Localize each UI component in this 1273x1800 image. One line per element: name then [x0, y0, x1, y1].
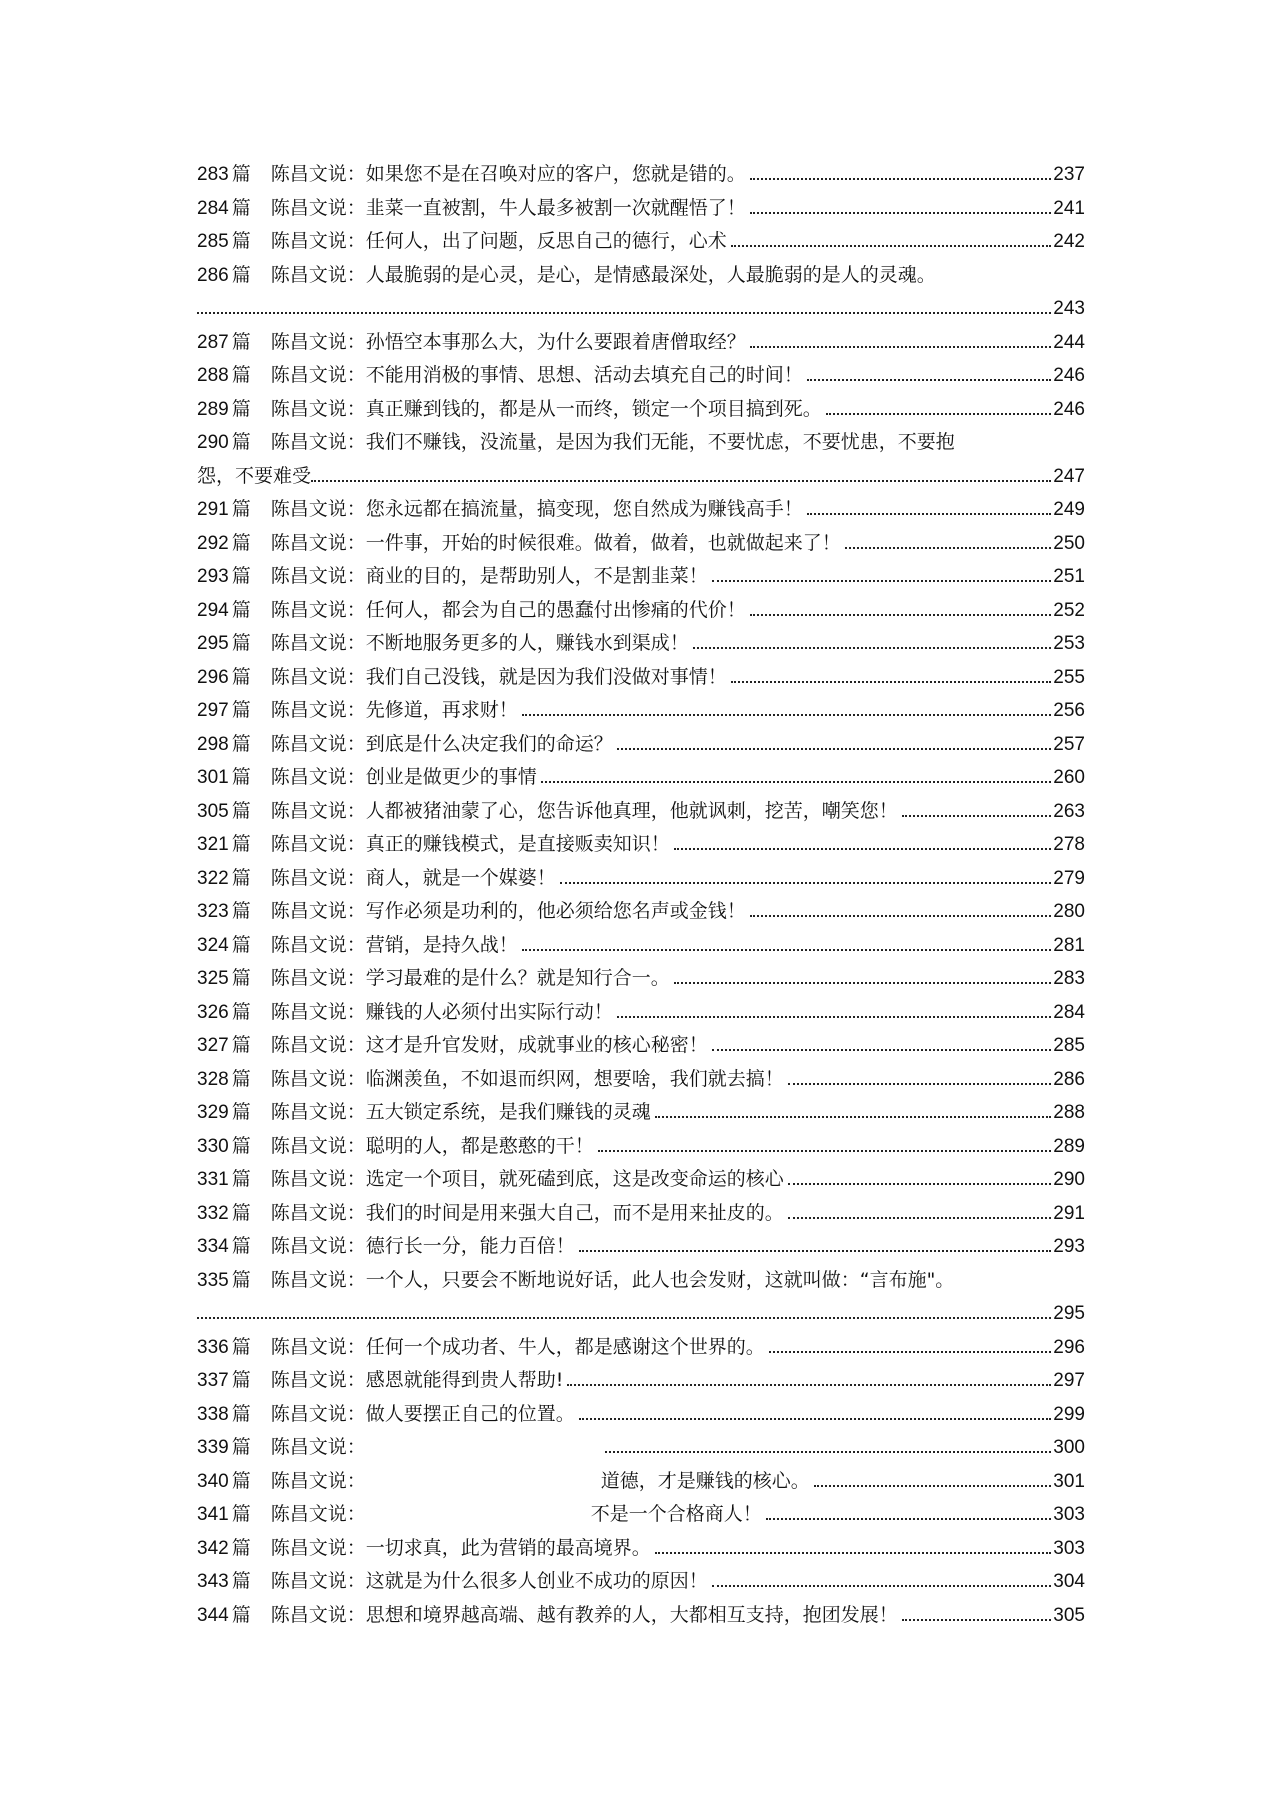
- toc-entry-continuation: [197, 292, 1085, 326]
- entry-title: 陈昌文说：这就是为什么很多人创业不成功的原因！: [270, 1570, 708, 1592]
- toc-entry[interactable]: [197, 962, 1085, 996]
- toc-entry-row: [197, 929, 1085, 963]
- entry-title: 陈昌文说：任何人，出了问题，反思自己的德行，心术: [270, 230, 727, 252]
- continuation-row: [197, 1297, 1085, 1331]
- toc-entry[interactable]: [197, 1431, 1085, 1465]
- entry-pian: 篇: [231, 900, 251, 922]
- toc-entry-row: [197, 493, 1085, 527]
- entry-pian: 篇: [231, 397, 251, 420]
- entry-title: 陈昌文说：写作必须是功利的，他必须给您名声或金钱！: [270, 900, 746, 922]
- dot-leader: [766, 1518, 1052, 1520]
- toc-entry[interactable]: [197, 359, 1085, 393]
- entry-pian: 篇: [231, 799, 251, 822]
- page-number: 283: [1053, 968, 1085, 989]
- entry-pian: 篇: [231, 598, 251, 621]
- entry-number: 344: [197, 1604, 229, 1626]
- dot-leader: [617, 748, 1052, 750]
- entry-number: 296: [197, 666, 229, 688]
- toc-entry-row: [197, 996, 1085, 1030]
- entry-pian: 篇: [231, 1201, 251, 1224]
- entry-pian: 篇: [231, 1436, 251, 1458]
- page-number: 300: [1053, 1437, 1085, 1458]
- toc-entry-row: [197, 1096, 1085, 1130]
- page-number: 252: [1053, 599, 1085, 621]
- dot-leader: [807, 513, 1052, 515]
- entry-title: 陈昌文说：创业是做更少的事情: [270, 766, 537, 788]
- page-number: 253: [1053, 633, 1085, 654]
- entry-number: 284: [197, 197, 229, 219]
- dot-leader: [769, 1351, 1052, 1353]
- dot-leader: [655, 1552, 1052, 1554]
- entry-pian: 篇: [231, 1000, 251, 1023]
- toc-entry[interactable]: [197, 728, 1085, 762]
- toc-entry-row: [197, 1599, 1085, 1633]
- entry-number: 305: [197, 800, 229, 822]
- toc-entry[interactable]: [197, 761, 1085, 795]
- entry-title: 陈昌文说：: [270, 1436, 366, 1458]
- entry-title-continuation: 怨，不要难受: [197, 464, 312, 487]
- entry-number: 297: [197, 700, 229, 721]
- entry-pian: 篇: [231, 933, 251, 956]
- page-number: 284: [1053, 1001, 1085, 1023]
- toc-entry-row: [197, 728, 1085, 762]
- toc-entry[interactable]: [197, 1465, 1085, 1499]
- toc-entry[interactable]: [197, 259, 1085, 293]
- entry-pian: 篇: [231, 1503, 251, 1525]
- toc-entry[interactable]: [197, 225, 1085, 259]
- entry-number: 326: [197, 1001, 229, 1023]
- toc-entry-row: [197, 1465, 1085, 1499]
- toc-entry[interactable]: [197, 426, 1085, 460]
- entry-number: 289: [197, 398, 229, 420]
- entry-pian: 篇: [231, 665, 251, 688]
- entry-title: 陈昌文说：韭菜一直被割，牛人最多被割一次就醒悟了！: [270, 196, 746, 219]
- dot-leader: [197, 312, 1051, 314]
- page-number: 303: [1053, 1504, 1085, 1525]
- page-number: 295: [1053, 1303, 1085, 1324]
- toc-entry[interactable]: [197, 1532, 1085, 1566]
- toc-entry-row: [197, 1364, 1085, 1398]
- dot-leader: [807, 379, 1052, 381]
- entry-title: 陈昌文说：真正的赚钱模式，是直接贩卖知识！: [270, 833, 670, 855]
- entry-pian: 篇: [231, 1101, 251, 1123]
- entry-number: 331: [197, 1169, 229, 1190]
- entry-title: 陈昌文说：思想和境界越高端、越有教养的人，大都相互支持，抱团发展！: [270, 1603, 898, 1626]
- toc-entry[interactable]: [197, 1230, 1085, 1264]
- toc-entry[interactable]: [197, 560, 1085, 594]
- dot-leader: [902, 815, 1052, 817]
- toc-entry[interactable]: [197, 895, 1085, 929]
- dot-leader: [826, 413, 1052, 415]
- entry-number: 325: [197, 968, 229, 989]
- toc-entry-continuation: [197, 1297, 1085, 1331]
- toc-entry-row: [197, 259, 1085, 293]
- entry-number: 292: [197, 532, 229, 554]
- page-number: 244: [1053, 331, 1085, 353]
- toc-entry-row: [197, 426, 1085, 460]
- entry-number: 294: [197, 599, 229, 621]
- toc-entry-row: [197, 1431, 1085, 1465]
- entry-pian: 篇: [231, 967, 251, 989]
- entry-number: 340: [197, 1470, 229, 1492]
- entry-number: 338: [197, 1403, 229, 1425]
- page-number: 247: [1053, 465, 1085, 487]
- toc-entry[interactable]: [197, 594, 1085, 628]
- page-number: 299: [1053, 1403, 1085, 1425]
- page-number: 241: [1053, 197, 1085, 219]
- entry-number: 342: [197, 1537, 229, 1559]
- toc-entry-row: [197, 1331, 1085, 1365]
- toc-entry-row: [197, 527, 1085, 561]
- page-number: 237: [1053, 164, 1085, 185]
- entry-pian: 篇: [231, 364, 251, 386]
- page-number: 279: [1053, 867, 1085, 889]
- toc-entry-row: [197, 192, 1085, 226]
- entry-pian: 篇: [231, 1536, 251, 1559]
- page-number: 256: [1053, 700, 1085, 721]
- toc-entry-row: [197, 158, 1085, 192]
- toc-entry[interactable]: [197, 493, 1085, 527]
- toc-entry[interactable]: [197, 1130, 1085, 1164]
- toc-entry[interactable]: [197, 694, 1085, 728]
- entry-title: 陈昌文说：任何一个成功者、牛人，都是感谢这个世界的。: [270, 1335, 765, 1358]
- page-number: 249: [1053, 499, 1085, 520]
- page-number: 263: [1053, 800, 1085, 822]
- toc-entry-row: [197, 962, 1085, 996]
- page-number: 305: [1053, 1604, 1085, 1626]
- entry-title: 陈昌文说：人最脆弱的是心灵，是心，是情感最深处，人最脆弱的是人的灵魂。: [270, 263, 936, 286]
- entry-title: 陈昌文说：: [270, 1469, 366, 1492]
- entry-pian: 篇: [231, 1469, 251, 1492]
- page-number: 246: [1053, 398, 1085, 420]
- entry-number: 336: [197, 1336, 229, 1358]
- toc-entry-row: [197, 225, 1085, 259]
- entry-title: 陈昌文说：一件事，开始的时候很难。做着，做着，也就做起来了！: [270, 531, 841, 554]
- toc-entry-row: [197, 1264, 1085, 1298]
- entry-pian: 篇: [231, 431, 251, 453]
- toc-entry[interactable]: [197, 1565, 1085, 1599]
- toc-entry[interactable]: [197, 661, 1085, 695]
- entry-title: 陈昌文说：做人要摆正自己的位置。: [270, 1402, 575, 1425]
- dot-leader: [567, 1384, 1051, 1386]
- entry-title: 陈昌文说：不断地服务更多的人，赚钱水到渠成！: [270, 632, 689, 654]
- page-number: 243: [1053, 298, 1085, 319]
- dot-leader: [788, 1183, 1052, 1185]
- entry-pian: 篇: [231, 766, 251, 788]
- page-number: 280: [1053, 901, 1085, 922]
- dot-leader: [560, 882, 1052, 884]
- dot-leader: [731, 245, 1052, 247]
- dot-leader: [712, 1049, 1052, 1051]
- entry-pian: 篇: [231, 699, 251, 721]
- entry-number: 298: [197, 733, 229, 755]
- entry-pian: 篇: [231, 263, 251, 286]
- dot-leader: [750, 915, 1052, 917]
- entry-number: 335: [197, 1269, 229, 1291]
- dot-leader: [731, 681, 1052, 683]
- toc-entry[interactable]: [197, 1063, 1085, 1097]
- entry-number: 341: [197, 1504, 229, 1525]
- page-number: 278: [1053, 834, 1085, 855]
- toc-entry-row: [197, 1398, 1085, 1432]
- toc-entry-row: [197, 661, 1085, 695]
- toc-entry[interactable]: [197, 192, 1085, 226]
- entry-title: 陈昌文说：到底是什么决定我们的命运？: [270, 732, 613, 755]
- entry-title-tail: 道德，才是赚钱的核心。: [600, 1469, 810, 1492]
- entry-number: 286: [197, 264, 229, 286]
- entry-number: 343: [197, 1571, 229, 1592]
- entry-number: 293: [197, 566, 229, 587]
- page-number: 246: [1053, 365, 1085, 386]
- page-number: 250: [1053, 532, 1085, 554]
- toc-entry-row: [197, 1532, 1085, 1566]
- toc-entry-row: [197, 359, 1085, 393]
- continuation-row: [197, 460, 1085, 494]
- dot-leader: [598, 1150, 1052, 1152]
- dot-leader: [655, 1116, 1052, 1118]
- entry-title: 陈昌文说：学习最难的是什么？就是知行合一。: [270, 967, 670, 989]
- entry-pian: 篇: [231, 330, 251, 353]
- entry-number: 291: [197, 499, 229, 520]
- page-number: 251: [1053, 566, 1085, 587]
- entry-number: 322: [197, 867, 229, 889]
- toc-entry[interactable]: [197, 996, 1085, 1030]
- entry-pian: 篇: [231, 1570, 251, 1592]
- toc-entry[interactable]: [197, 527, 1085, 561]
- entry-title: 陈昌文说：选定一个项目，就死磕到底，这是改变命运的核心: [270, 1168, 784, 1190]
- entry-number: 295: [197, 633, 229, 654]
- entry-number: 287: [197, 331, 229, 353]
- toc-entry[interactable]: [197, 795, 1085, 829]
- entry-pian: 篇: [231, 1235, 251, 1257]
- toc-entry-row: [197, 694, 1085, 728]
- entry-number: 334: [197, 1236, 229, 1257]
- entry-title: 陈昌文说：一个人，只要会不断地说好话，此人也会发财，这就叫做：“言布施"。: [270, 1268, 955, 1291]
- entry-pian: 篇: [231, 498, 251, 520]
- entry-title: 陈昌文说：任何人，都会为自己的愚蠢付出惨痛的代价！: [270, 598, 746, 621]
- dot-leader: [845, 547, 1052, 549]
- entry-pian: 篇: [231, 833, 251, 855]
- page-number: 286: [1053, 1068, 1085, 1090]
- entry-number: 329: [197, 1102, 229, 1123]
- entry-title: 陈昌文说：我们自己没钱，就是因为我们没做对事情！: [270, 665, 727, 688]
- dot-leader: [522, 949, 1052, 951]
- page-number: 289: [1053, 1135, 1085, 1157]
- entry-title: 陈昌文说：一切求真，此为营销的最高境界。: [270, 1536, 651, 1559]
- entry-number: 337: [197, 1370, 229, 1391]
- toc-entry[interactable]: [197, 158, 1085, 192]
- entry-title: 陈昌文说：德行长一分，能力百倍！: [270, 1235, 575, 1257]
- entry-title: 陈昌文说：聪明的人，都是憨憨的干！: [270, 1134, 594, 1157]
- page-number: 303: [1053, 1537, 1085, 1559]
- toc-entry-row: [197, 1029, 1085, 1063]
- entry-title: 陈昌文说：营销，是持久战！: [270, 933, 518, 956]
- entry-number: 285: [197, 231, 229, 252]
- continuation-row: [197, 292, 1085, 326]
- toc-entry[interactable]: [197, 1163, 1085, 1197]
- dot-leader: [311, 480, 1051, 482]
- page-number: 293: [1053, 1236, 1085, 1257]
- toc-entry-row: [197, 1565, 1085, 1599]
- table-of-contents: [197, 158, 1085, 1632]
- toc-entry-row: [197, 594, 1085, 628]
- dot-leader: [197, 1317, 1051, 1319]
- entry-title: 陈昌文说：商人，就是一个媒婆！: [270, 866, 556, 889]
- dot-leader: [712, 1585, 1052, 1587]
- toc-entry-row: [197, 1230, 1085, 1264]
- entry-title: 陈昌文说：感恩就能得到贵人帮助!: [270, 1369, 564, 1391]
- toc-entry-row: [197, 828, 1085, 862]
- toc-entry[interactable]: [197, 828, 1085, 862]
- entry-pian: 篇: [231, 163, 251, 185]
- dot-leader: [693, 647, 1052, 649]
- toc-entry[interactable]: [197, 627, 1085, 661]
- toc-entry-row: [197, 862, 1085, 896]
- page-number: 301: [1053, 1470, 1085, 1492]
- toc-entry[interactable]: [197, 929, 1085, 963]
- entry-pian: 篇: [231, 1402, 251, 1425]
- dot-leader: [674, 848, 1052, 850]
- dot-leader: [579, 1418, 1052, 1420]
- toc-entry-row: [197, 1197, 1085, 1231]
- toc-entry[interactable]: [197, 862, 1085, 896]
- toc-entry-row: [197, 326, 1085, 360]
- toc-entry[interactable]: [197, 1096, 1085, 1130]
- entry-title: 陈昌文说：孙悟空本事那么大，为什么要跟着唐僧取经？: [270, 330, 746, 353]
- page-number: 257: [1053, 733, 1085, 755]
- entry-title: 陈昌文说：五大锁定系统，是我们赚钱的灵魂: [270, 1101, 651, 1123]
- entry-title: 陈昌文说：我们的时间是用来强大自己，而不是用来扯皮的。: [270, 1201, 784, 1224]
- page-number: 242: [1053, 231, 1085, 252]
- toc-entry[interactable]: [197, 1498, 1085, 1532]
- page-number: 285: [1053, 1035, 1085, 1056]
- dot-leader: [712, 580, 1052, 582]
- entry-number: 327: [197, 1035, 229, 1056]
- toc-entry-row: [197, 761, 1085, 795]
- entry-pian: 篇: [231, 866, 251, 889]
- toc-entry[interactable]: [197, 326, 1085, 360]
- entry-pian: 篇: [231, 531, 251, 554]
- entry-number: 332: [197, 1202, 229, 1224]
- entry-pian: 篇: [231, 565, 251, 587]
- entry-title: 陈昌文说：这才是升官发财，成就事业的核心秘密！: [270, 1034, 708, 1056]
- dot-leader: [788, 1217, 1052, 1219]
- entry-title-tail: 不是一个合格商人！: [590, 1503, 762, 1525]
- entry-pian: 篇: [231, 230, 251, 252]
- entry-number: 323: [197, 901, 229, 922]
- entry-number: 288: [197, 365, 229, 386]
- dot-leader: [750, 178, 1052, 180]
- entry-number: 283: [197, 164, 229, 185]
- dot-leader: [750, 212, 1052, 214]
- toc-entry-continuation: [197, 460, 1085, 494]
- entry-number: 328: [197, 1068, 229, 1090]
- page-number: 281: [1053, 934, 1085, 956]
- entry-title: 陈昌文说：我们不赚钱，没流量，是因为我们无能，不要忧虑，不要忧患，不要抱: [270, 431, 955, 453]
- page-number: 288: [1053, 1102, 1085, 1123]
- entry-pian: 篇: [231, 1168, 251, 1190]
- toc-entry[interactable]: [197, 1599, 1085, 1633]
- dot-leader: [674, 982, 1052, 984]
- dot-leader: [814, 1485, 1052, 1487]
- dot-leader: [902, 1619, 1052, 1621]
- toc-entry-row: [197, 393, 1085, 427]
- entry-number: 330: [197, 1135, 229, 1157]
- toc-entry[interactable]: [197, 1264, 1085, 1298]
- dot-leader: [605, 1451, 1052, 1453]
- dot-leader: [788, 1083, 1052, 1085]
- entry-pian: 篇: [231, 1335, 251, 1358]
- toc-entry[interactable]: [197, 1364, 1085, 1398]
- entry-pian: 篇: [231, 1268, 251, 1291]
- toc-entry[interactable]: [197, 393, 1085, 427]
- page-number: 304: [1053, 1571, 1085, 1592]
- entry-pian: 篇: [231, 1034, 251, 1056]
- toc-entry-row: [197, 895, 1085, 929]
- toc-entry[interactable]: [197, 1398, 1085, 1432]
- entry-title: 陈昌文说：真正赚到钱的，都是从一而终，锁定一个项目搞到死。: [270, 397, 822, 420]
- entry-number: 301: [197, 767, 229, 788]
- entry-title: 陈昌文说：先修道，再求财！: [270, 699, 518, 721]
- page-number: 260: [1053, 767, 1085, 788]
- toc-entry-row: [197, 795, 1085, 829]
- toc-entry-row: [197, 1498, 1085, 1532]
- entry-title: 陈昌文说：不能用消极的事情、思想、活动去填充自己的时间！: [270, 364, 803, 386]
- entry-pian: 篇: [231, 632, 251, 654]
- dot-leader: [579, 1250, 1052, 1252]
- toc-entry-row: [197, 1163, 1085, 1197]
- dot-leader: [750, 346, 1052, 348]
- page-number: 255: [1053, 666, 1085, 688]
- entry-title: 陈昌文说：您永远都在搞流量，搞变现，您自然成为赚钱高手！: [270, 498, 803, 520]
- entry-number: 290: [197, 432, 229, 453]
- entry-number: 321: [197, 834, 229, 855]
- dot-leader: [522, 714, 1052, 716]
- dot-leader: [617, 1016, 1052, 1018]
- entry-title: 陈昌文说：人都被猪油蒙了心，您告诉他真理，他就讽刺，挖苦，嘲笑您！: [270, 799, 898, 822]
- entry-title: 陈昌文说：赚钱的人必须付出实际行动！: [270, 1000, 613, 1023]
- entry-pian: 篇: [231, 1603, 251, 1626]
- toc-entry-row: [197, 627, 1085, 661]
- toc-entry[interactable]: [197, 1331, 1085, 1365]
- toc-entry-row: [197, 560, 1085, 594]
- dot-leader: [750, 614, 1052, 616]
- page-number: 291: [1053, 1202, 1085, 1224]
- toc-entry[interactable]: [197, 1029, 1085, 1063]
- entry-title: 陈昌文说：临渊羡鱼，不如退而织网，想要啥，我们就去搞！: [270, 1067, 784, 1090]
- entry-pian: 篇: [231, 1134, 251, 1157]
- dot-leader: [541, 781, 1052, 783]
- entry-number: 339: [197, 1437, 229, 1458]
- entry-title: 陈昌文说：商业的目的，是帮助别人，不是割韭菜！: [270, 565, 708, 587]
- entry-pian: 篇: [231, 732, 251, 755]
- page-number: 290: [1053, 1169, 1085, 1190]
- entry-title: 陈昌文说：如果您不是在召唤对应的客户，您就是错的。: [270, 163, 746, 185]
- page-number: 297: [1053, 1370, 1085, 1391]
- page-number: 296: [1053, 1336, 1085, 1358]
- entry-pian: 篇: [231, 1067, 251, 1090]
- entry-pian: 篇: [231, 1369, 251, 1391]
- toc-entry[interactable]: [197, 1197, 1085, 1231]
- entry-title: 陈昌文说：: [270, 1503, 366, 1525]
- toc-entry-row: [197, 1063, 1085, 1097]
- entry-pian: 篇: [231, 196, 251, 219]
- toc-entry-row: [197, 1130, 1085, 1164]
- entry-number: 324: [197, 934, 229, 956]
